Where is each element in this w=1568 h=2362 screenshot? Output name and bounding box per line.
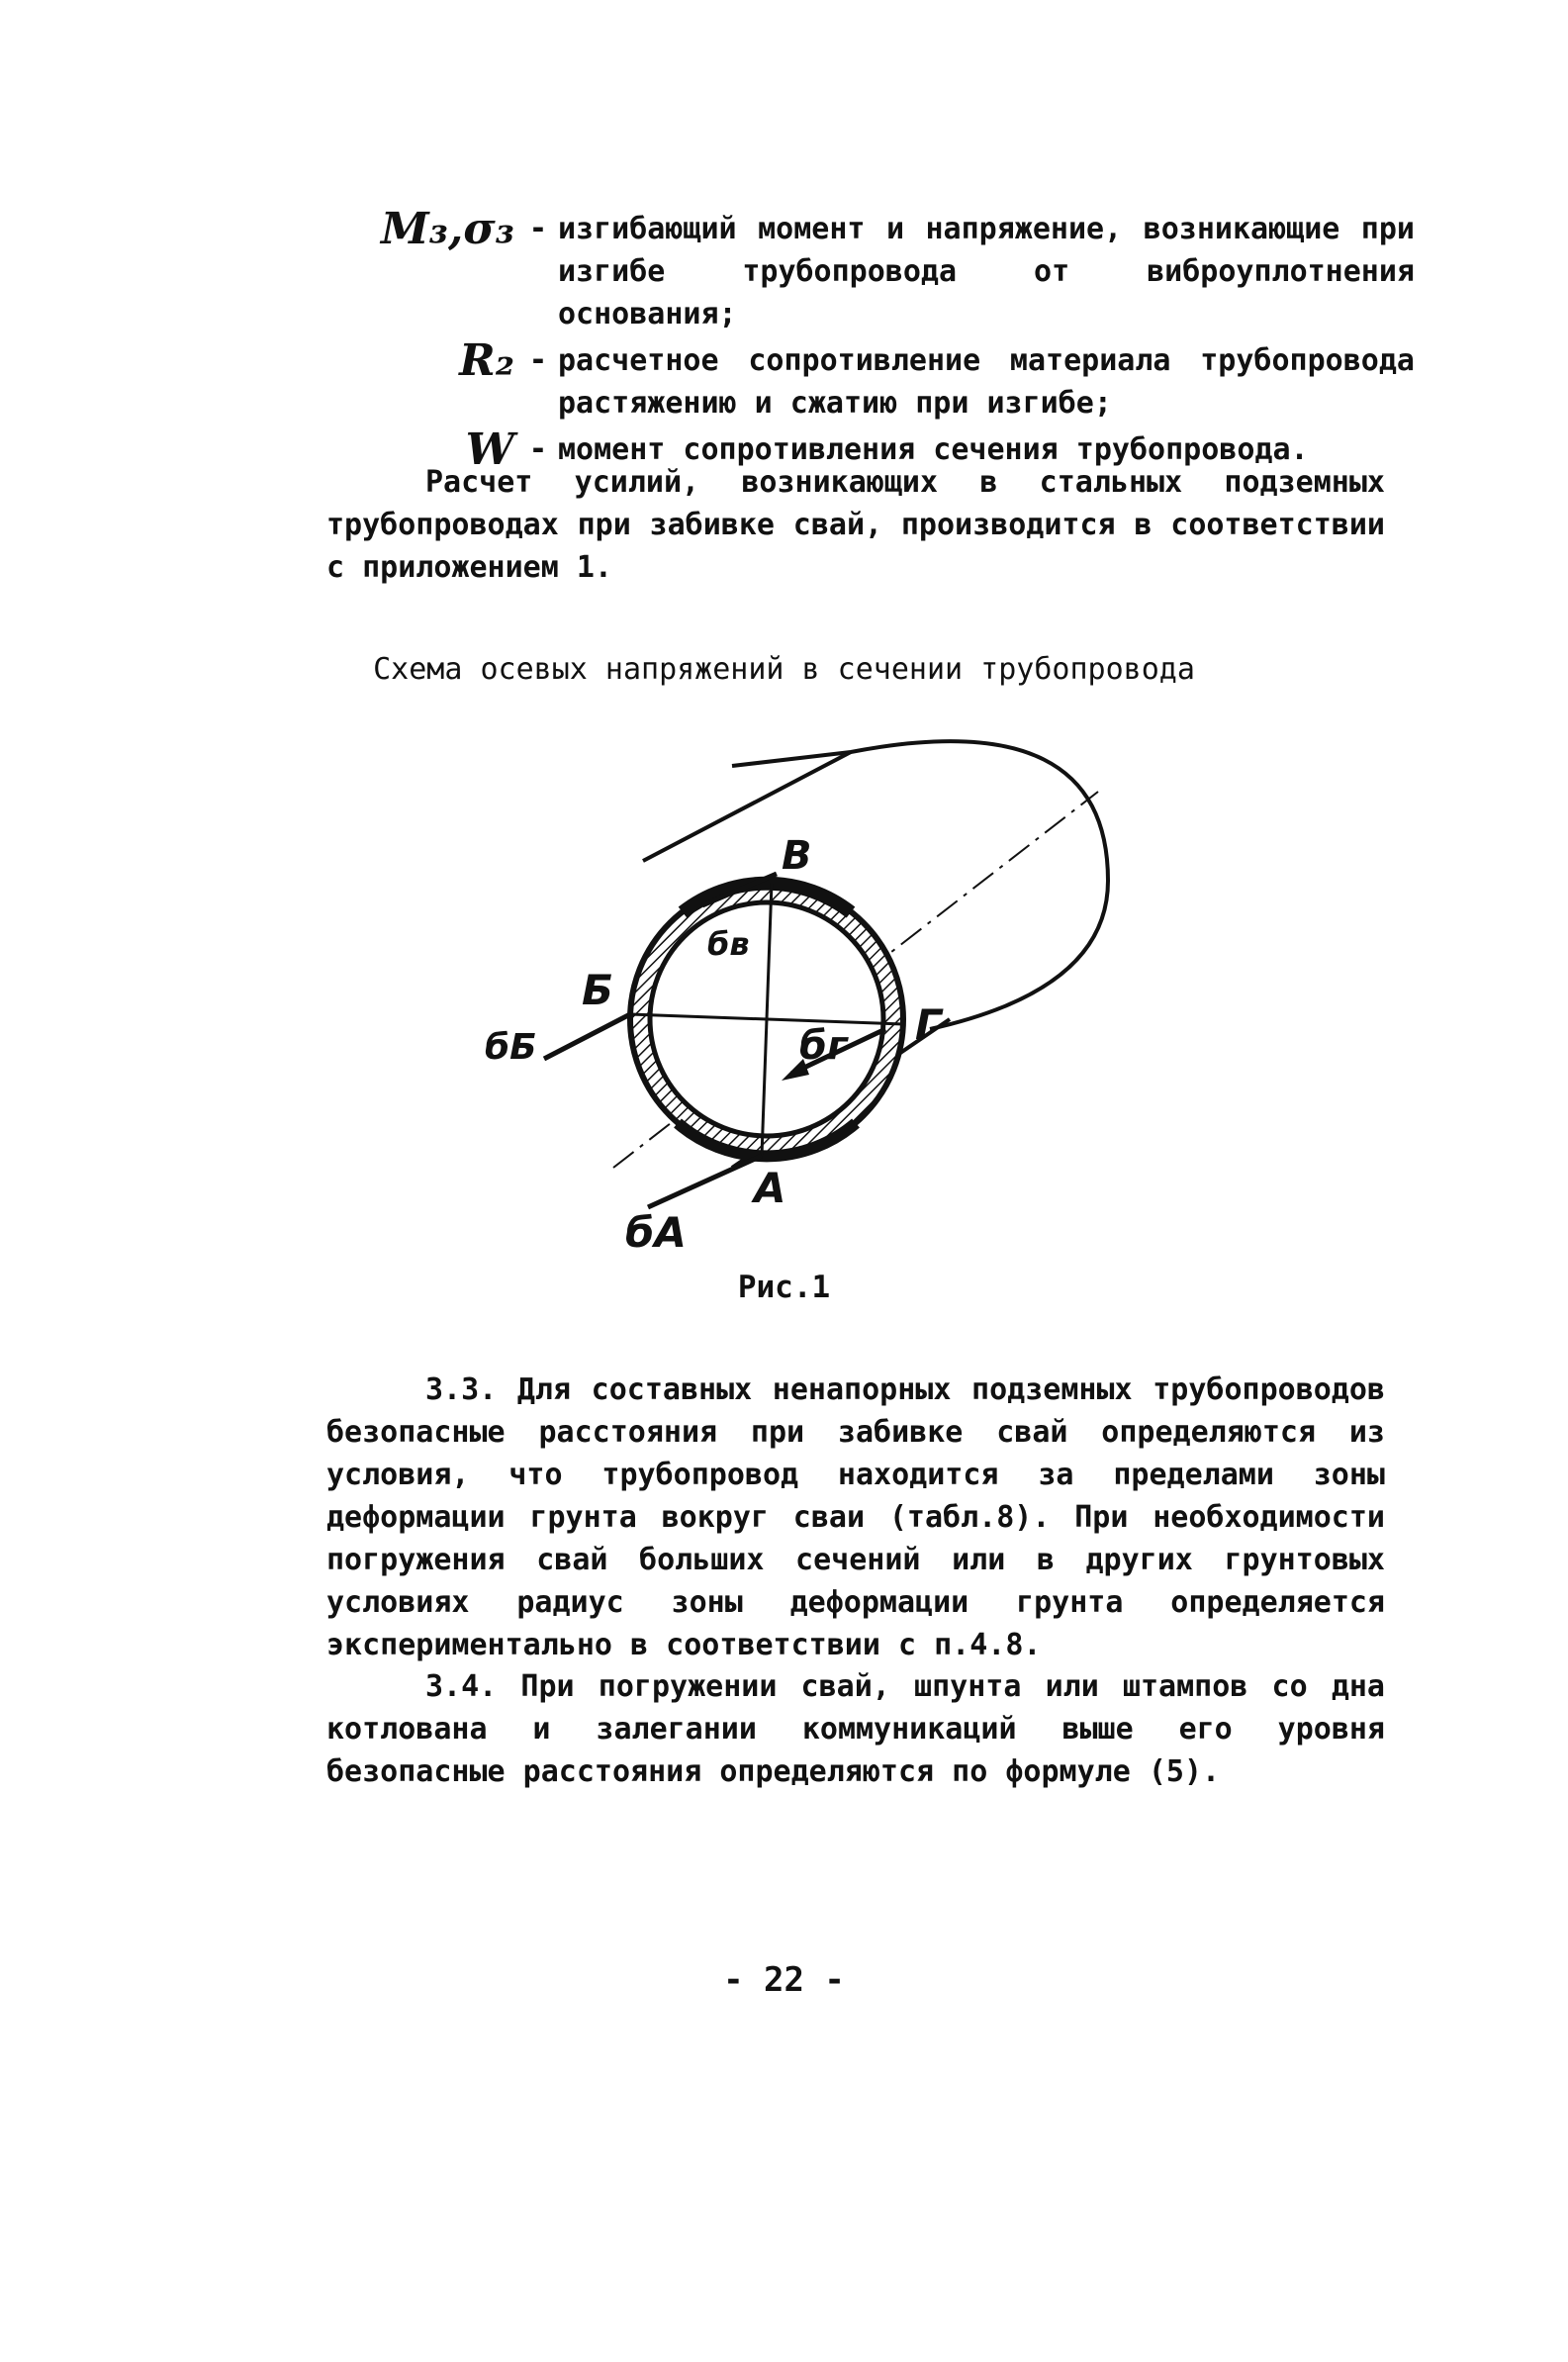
label-point-g: Г bbox=[915, 1000, 942, 1049]
definition-text: изгибающий момент и напряжение, возникающие при изгибе трубопровода от виброуплотнения основания; bbox=[558, 212, 1415, 331]
definition-text: момент сопротивления сечения трубопровода. bbox=[558, 432, 1309, 467]
definition-dash: - bbox=[528, 431, 548, 467]
label-sigma-b: бБ bbox=[485, 1027, 537, 1068]
arrow-sigma-a bbox=[648, 1156, 762, 1207]
definition-row bbox=[326, 335, 1415, 425]
definition-text: расчетное сопротивление материала трубопровода растяжению и сжатию при изгибе; bbox=[558, 343, 1415, 421]
definition-symbol: W bbox=[465, 425, 514, 475]
paragraph-3-4: 3.4. При погружении свай, шпунта или штампов со дна котлована и залегании коммуникаций выше его уровня безопасные расстояния определяются по формуле (5). bbox=[326, 1669, 1385, 1789]
paragraph-calc: Расчет усилий, возникающих в стальных подземных трубопроводах при забивке свай, производится в соответствии с приложением 1. bbox=[326, 465, 1385, 585]
label-sigma-v: бв bbox=[707, 925, 750, 963]
definition-row bbox=[326, 204, 1415, 335]
page-number: - 22 - bbox=[723, 1960, 845, 2000]
label-point-v: В bbox=[782, 833, 812, 879]
figure-title: Схема осевых напряжений в сечении трубопровода bbox=[373, 652, 1195, 687]
paragraph-3-3: 3.3. Для составных ненапорных подземных трубопроводов безопасные расстояния при забивке свай определяются из условия, что трубопровод находится за пределами зоны деформации грунта вокруг сваи (табл.8). При необходимости погружения свай больших сечений или в других грунтовых условиях радиус зоны деформации грунта определяется экспериментально в соответствии с п.4.8. bbox=[326, 1372, 1385, 1662]
label-sigma-a: бА bbox=[625, 1208, 687, 1257]
definitions-list bbox=[326, 204, 1415, 476]
figure-caption: Рис.1 bbox=[737, 1270, 831, 1305]
label-sigma-g: бг bbox=[799, 1023, 848, 1069]
definition-dash: - bbox=[528, 342, 548, 378]
pipe-section-diagram bbox=[435, 732, 1148, 1286]
arrow-sigma-b bbox=[544, 1014, 630, 1059]
definition-dash: - bbox=[528, 211, 548, 246]
definition-symbol: M₃,σ₃ bbox=[380, 204, 514, 254]
label-point-a: А bbox=[754, 1164, 786, 1212]
pipe-top-generator bbox=[643, 752, 851, 861]
label-point-b: Б bbox=[582, 966, 614, 1014]
definition-symbol: R₂ bbox=[459, 335, 514, 386]
